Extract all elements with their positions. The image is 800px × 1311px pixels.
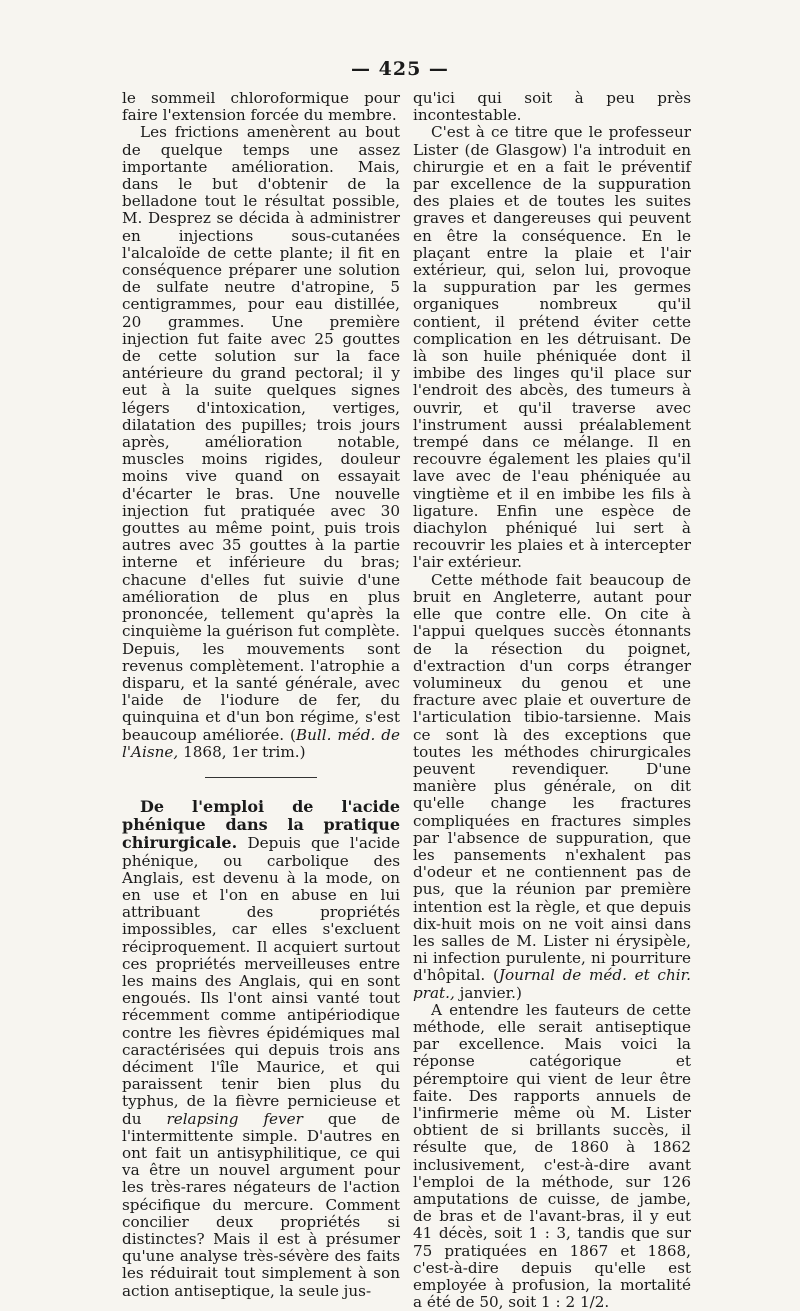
paragraph-text: Les frictions amenèrent au bout de quelque temps une assez importante amélioration. Mais, dans le but d'obtenir de la belladone tout le résultat possible, M. Desprez se décida à administrer en injections sous-cutanées l'alcaloïde de cette plante; il fit en conséquence préparer une solution de sulfate neutre d'atropine, 5 centigrammes, pour eau distillée, 20 grammes. Une première injection fut faite avec 25 gouttes de cette solution sur la face antérieure du grand pectoral; il y eut à la suite quelques signes légers d'intoxication, vertiges, dilatation des pupilles; trois jours après, amélioration notable, muscles moins rigides, douleur moins vive quand on essayait d'écarter le bras. Une nouvelle injection fut pratiquée avec 30 gouttes au même point, puis trois autres avec 35 gouttes à la partie interne et inférieure du bras; chacune d'elles fut suivie d'une amélioration de plus en plus prononcée, tellement qu'après la cinquième la guérison fut complète. Depuis, les mouvements sont revenus complètement. l'atrophie a disparu, et la santé générale, avec l'aide de l'iodure de fer, du quinquina et d'un bon régime, s'est beaucoup améliorée. ( [122,123,400,744]
section-heading: De l'emploi de l'acide phénique dans la pratique chirurgicale. [122,796,400,853]
paragraph-text: 1868, 1er trim.) [178,742,306,761]
left-column [122,90,400,1300]
italic-term: relapsing fever [166,1109,303,1128]
right-column [413,90,691,1311]
section-divider [205,777,317,778]
paragraph: C'est à ce titre que le professeur Lister (de Glasgow) l'a introduit en chirurgie et en a fait le préventif par excellence de la suppuration des plaies et de toutes les suites graves et dangereuses qui peuvent en être la conséquence. En le plaçant entre la plaie et l'air extérieur, qui, selon lui, provoque la suppuration par les germes organiques nombreux qu'il contient, il prétend éviter cette complication en les détruisant. De là son huile phéniquée dont il imbibe des linges qu'il place sur l'endroit des abcès, des tumeurs à ouvrir, et qu'il traverse avec l'instrument aussi préalablement trempé dans ce mélange. Il en recouvre également les plaies qu'il lave avec de l'eau phéniquée au vingtième et il en imbibe les fils à ligature. Enfin une espèce de diachylon phéniqué lui sert à recouvrir les plaies et à intercepter l'air extérieur. [413,123,691,572]
paragraph: qu'ici qui soit à peu près incontestable. [413,89,691,125]
page-number: — 425 — [351,58,449,80]
source-citation: Bull. méd. de l'Aisne, [122,725,400,761]
paragraph-text: Depuis que l'acide phénique, ou carbolique des Anglais, est devenu à la mode, on en use et l'on en abuse en lui attribuant des propriétés impossibles, car elles s'excluent réciproquement. Il acquiert surtout ces propriétés merveilleuses entre les mains des Anglais, qui en sont engoués. Ils l'ont ainsi vanté tout récemment comme antipériodique contre les fièvres épidémiques mal caractérisées qui depuis trois ans déciment l'île Maurice, et qui paraissent tenir bien plus du typhus, de la fièvre pernicieuse et du [122,834,400,1128]
paragraph [122,124,400,761]
paragraph: le sommeil chloroformique pour faire l'extension forcée du membre. [122,89,400,125]
paragraph-text: que de l'intermittente simple. D'autres en ont fait un antisyphilitique, ce qui va être un nouvel argument pour les très-rares négateurs de l'action spécifique du mercure. Comment concilier deux propriétés si distinctes? Mais il est à présumer qu'une analyse très-sévère des faits les réduirait tout simplement à son action antiseptique, la seule jus- [122,1109,400,1300]
paragraph-text: janvier.) [454,983,522,1002]
paragraph [413,572,691,1002]
section-paragraph [122,798,400,1300]
paragraph: A entendre les fauteurs de cette méthode, elle serait antiseptique par excellence. Mais voici la réponse catégorique et péremptoire qui vient de leur être faite. Des rapports annuels de l'infirmerie même où M. Lister obtient de si brillants succès, il résulte que, de 1860 à 1862 inclusivement, c'est-à-dire avant l'emploi de la méthode, sur 126 amputations de cuisse, de jambe, de bras et de l'avant-bras, il y eut 41 décès, soit 1 : 3, tandis que sur 75 pratiquées en 1867 et 1868, c'est-à-dire depuis qu'elle est employée à profusion, la mortalité a été de 50, soit 1 : 2 1/2. [413,1000,691,1311]
source-citation: Journal de méd. et chir. prat., [413,966,691,1002]
paragraph-text: Cette méthode fait beaucoup de bruit en Angleterre, autant pour elle que contre elle. On cite à l'appui quelques succès étonnants de la résection du poignet, d'extraction d'un corps étranger volumineux du genou et une fracture avec plaie et ouverture de l'articulation tibio-tarsienne. Mais ce sont là des exceptions que toutes les méthodes chirurgicales peuvent revendiquer. D'une manière plus générale, on dit qu'elle change les fractures compliquées en fractures simples par l'absence de suppuration, que les pansements n'exhalent pas d'odeur et ne contiennent pas de pus, que la réunion par première intention est la règle, et que depuis dix-huit mois on ne voit ainsi dans les salles de M. Lister ni érysipèle, ni infection purulente, ni pourriture d'hôpital. ( [413,570,691,985]
